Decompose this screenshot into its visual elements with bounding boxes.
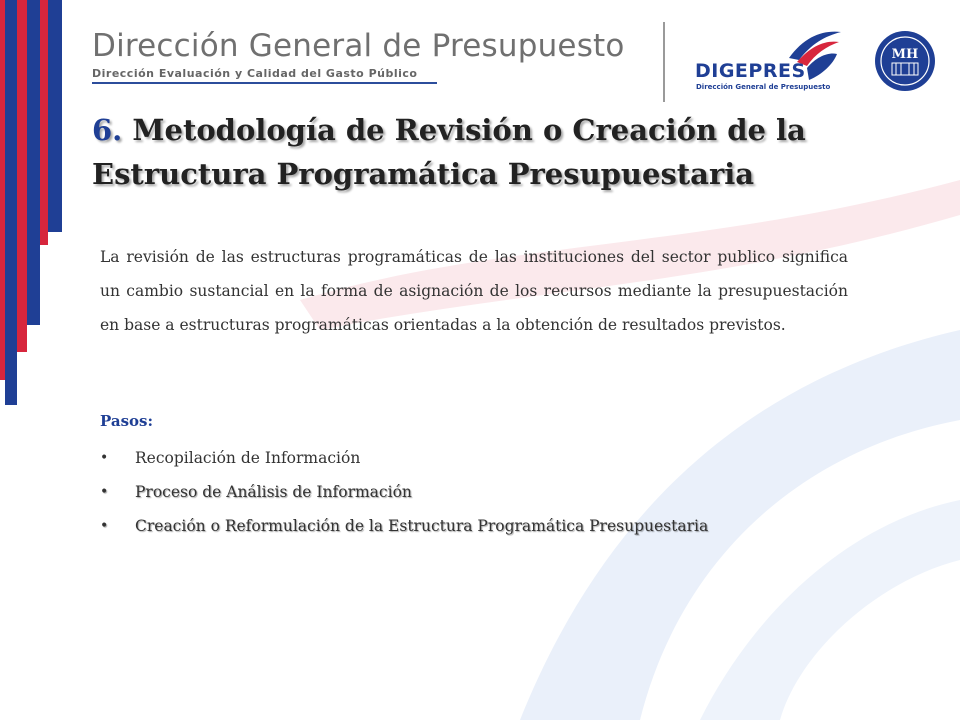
ministry-seal <box>874 30 936 92</box>
bullet-icon: • <box>100 450 109 466</box>
header-divider <box>663 22 665 102</box>
step-text: Recopilación de Información <box>135 449 361 467</box>
decorative-bar <box>48 0 62 232</box>
body-paragraph: La revisión de las estructuras programáticas de las instituciones del sector publico significa un cambio sustancial en la forma de asignación de los recursos mediante la presupuestación en base a estructuras programáticas orientadas a la obtención de resultados previstos. <box>100 248 848 334</box>
decorative-bar <box>40 0 48 245</box>
list-item <box>100 511 708 545</box>
digepres-subtitle: Dirección General de Presupuesto <box>696 83 831 91</box>
slide-title <box>92 108 932 196</box>
org-name: Dirección General de Presupuesto <box>92 28 625 64</box>
step-text: Creación o Reformulación de la Estructura Programática Presupuestaria <box>135 517 709 535</box>
bullet-icon: • <box>100 518 109 534</box>
slide-title-text: Metodología de Revisión o Creación de la Estructura Programática Presupuestaria <box>92 113 806 191</box>
decorative-bar <box>17 0 27 352</box>
digepres-logo <box>695 28 845 98</box>
header-underline <box>92 82 437 84</box>
decorative-bar <box>5 0 17 405</box>
bullet-icon: • <box>100 484 109 500</box>
slide-number: 6. <box>92 113 123 147</box>
steps-list <box>100 443 708 545</box>
digepres-wordmark: DIGEPRES <box>695 60 806 82</box>
org-subtitle: Dirección Evaluación y Calidad del Gasto Público <box>92 67 418 80</box>
list-item <box>100 477 708 511</box>
seal-monogram: MH <box>891 47 919 62</box>
steps-label: Pasos: <box>100 412 154 430</box>
step-text: Proceso de Análisis de Información <box>135 483 412 501</box>
list-item <box>100 443 708 477</box>
decorative-bar <box>27 0 40 325</box>
